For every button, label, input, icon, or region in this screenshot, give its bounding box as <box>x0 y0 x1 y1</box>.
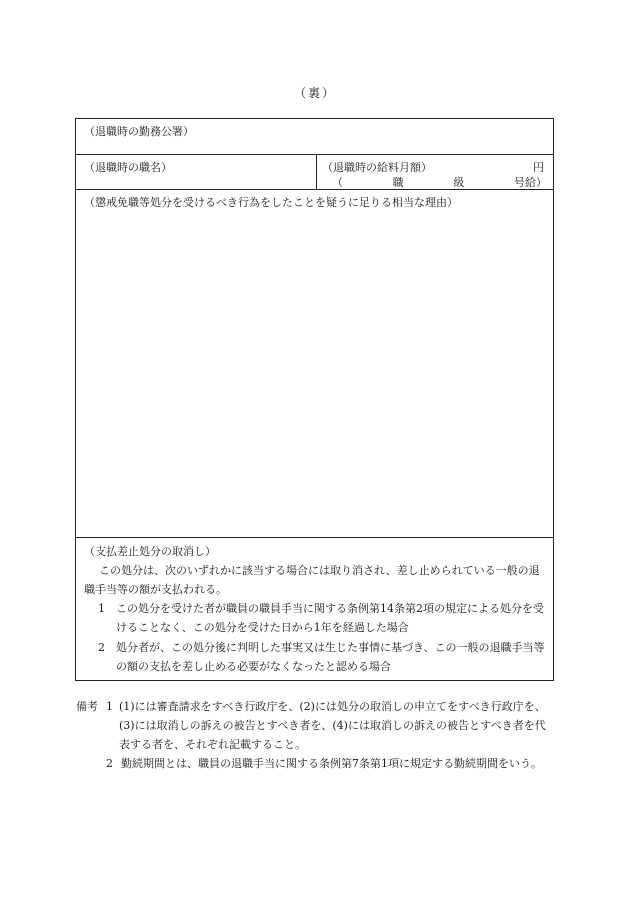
cancel-item <box>98 599 547 637</box>
cancel-heading: （支払差止処分の取消し） <box>84 545 216 558</box>
page-heading: （裏） <box>293 86 336 100</box>
title-salary-row <box>76 155 553 190</box>
cancel-paragraph: この処分は、次のいずれかに該当する場合には取り消され、差し止められている一般の退職手当等の額が支払われる。 <box>84 564 540 596</box>
reason-row <box>76 190 553 538</box>
salary-unit: 円 <box>533 161 544 174</box>
salary-label: （退職時の給料月額） <box>322 161 432 174</box>
cancel-item-text: この処分を受けた者が職員の職員手当に関する条例第14条第2項の規定による処分を受けることなく、この処分を受けた日から1年を経過した場合 <box>116 602 544 634</box>
salary-grade-step: 号給） <box>513 176 547 189</box>
cancel-item-text: 処分者が、この処分後に判明した事実又は生じた事情に基づき、この一般の退職手当等の額の支払を差し止める必要がなくなったと認める場合 <box>116 641 545 673</box>
salary-grade-class: 級 <box>453 176 465 189</box>
remark-item <box>106 754 556 773</box>
cancel-item-number: 1 <box>98 602 105 615</box>
remark-number: 2 <box>106 757 113 770</box>
remark-text: (1)には審査請求をすべき行政庁を、(2)には処分の取消しの申立てをすべき行政庁を、(3)には取消しの訴えの被告とすべき者を、(4)には取消しの訴えの被告とすべき者を代表する者を、それぞれ記載すること。 <box>119 700 546 751</box>
office-label: （退職時の勤務公署） <box>84 125 194 138</box>
cell-divider <box>316 155 317 189</box>
cancel-item-number: 2 <box>98 641 105 654</box>
reason-label: （懲戒免職等処分を受けるべき行為をしたことを疑うに足りる相当な理由） <box>84 196 458 209</box>
remark-text: 勤続期間とは、職員の退職手当に関する条例第7条第1項に規定する勤続期間をいう。 <box>121 757 542 770</box>
remarks-label: 備考 <box>76 700 98 713</box>
remark-item <box>106 697 556 754</box>
salary-grade <box>332 174 547 190</box>
job-title-label: （退職時の職名） <box>84 161 172 174</box>
salary-grade-open: （ <box>332 176 343 189</box>
office-row <box>76 119 553 155</box>
salary-grade-job: 職 <box>392 176 404 189</box>
cancel-row <box>76 538 553 680</box>
cancel-item <box>98 638 547 676</box>
form-table <box>75 118 554 681</box>
remark-number: 1 <box>106 700 113 713</box>
